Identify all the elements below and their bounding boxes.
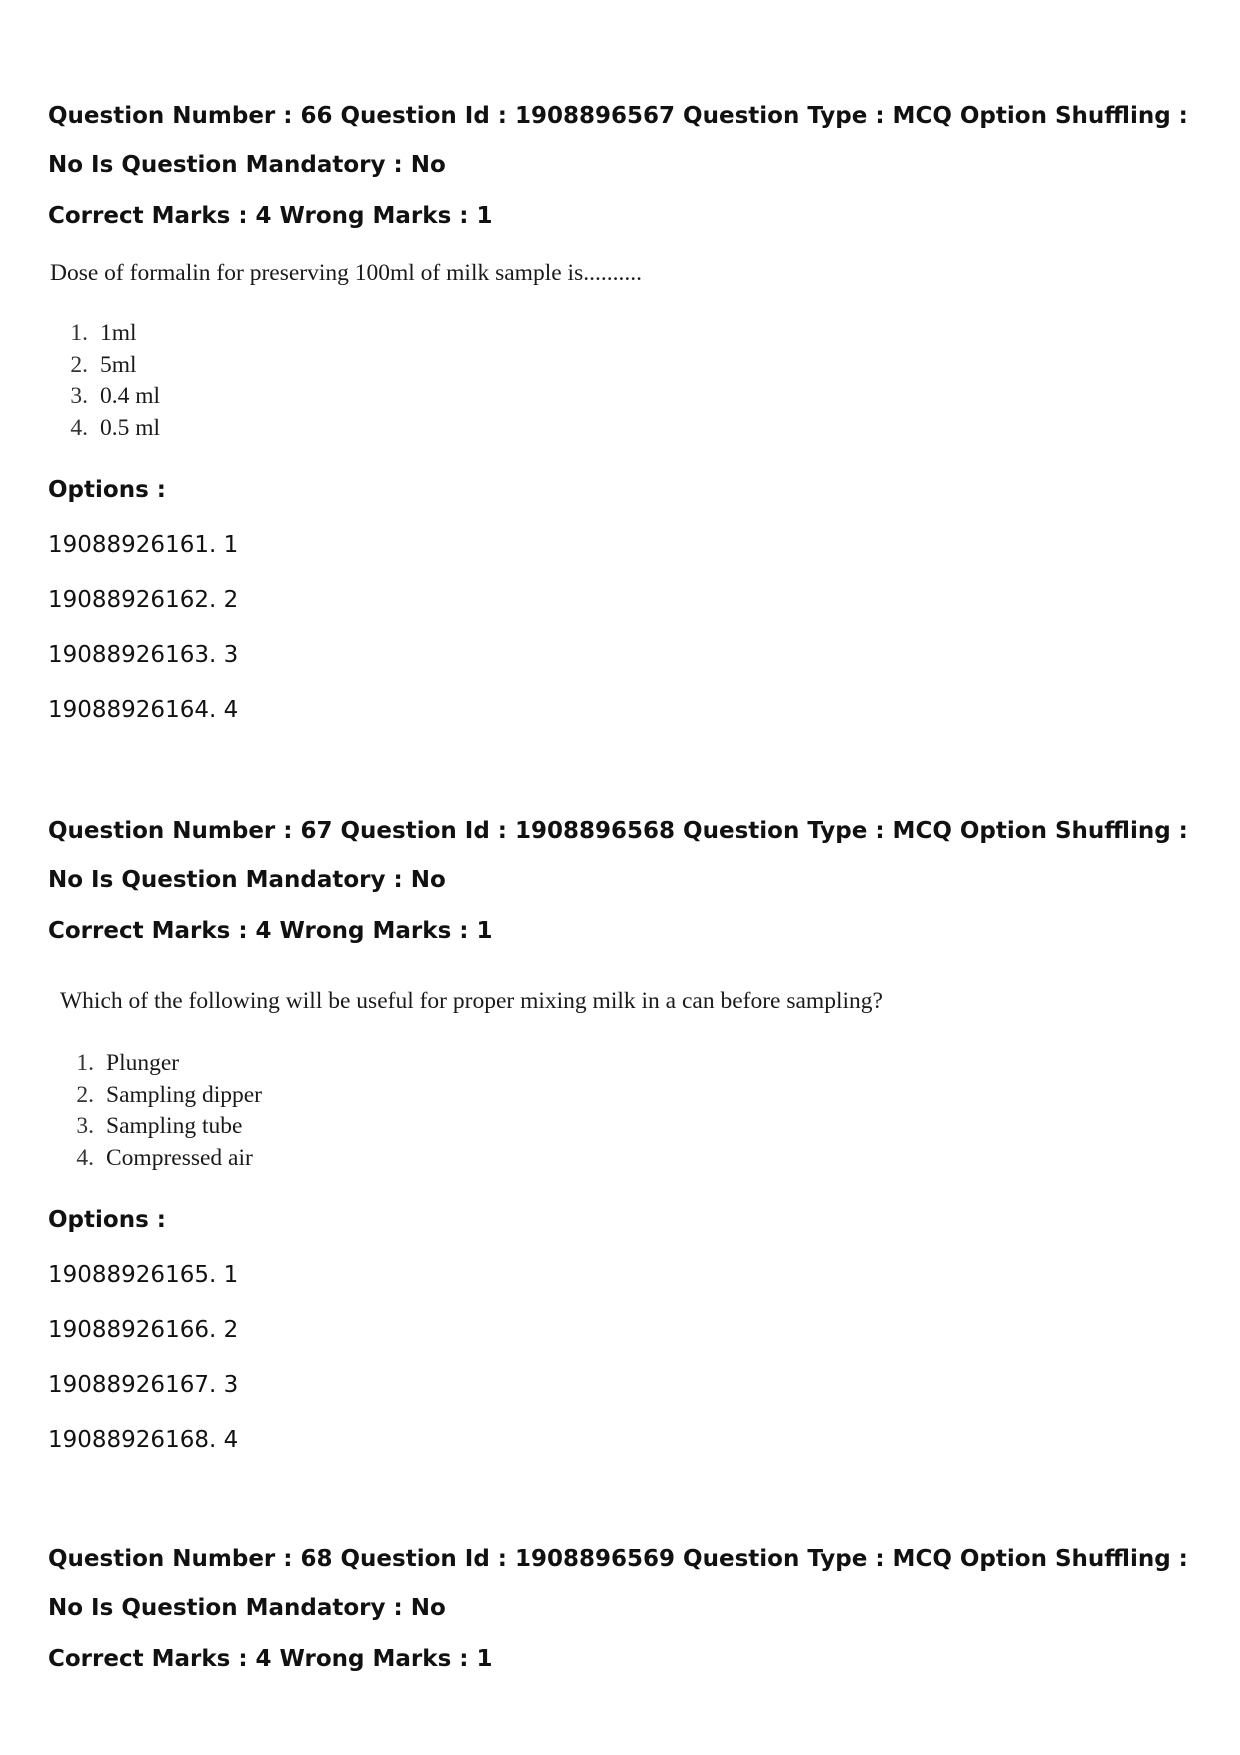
option-item: 19088926168. 4 — [48, 1427, 239, 1453]
choice-item: 1. 1ml — [70, 320, 137, 346]
options-list — [48, 1260, 1208, 1480]
question-marks: Correct Marks : 4 Wrong Marks : 1 — [48, 918, 493, 944]
option-item: 19088926167. 3 — [48, 1372, 239, 1398]
question-header: Question Number : 66 Question Id : 1908896567 Question Type : MCQ Option Shuffling : No Is Question Mandatory : No — [48, 103, 1188, 178]
choice-item: 2. 5ml — [70, 351, 137, 378]
options-section — [48, 1205, 1208, 1235]
options-section — [48, 475, 1208, 505]
question-marks: Correct Marks : 4 Wrong Marks : 1 — [48, 1646, 493, 1672]
option-item: 19088926164. 4 — [48, 697, 239, 723]
choice-item: 4. 0.5 ml — [70, 414, 161, 441]
options-label: Options : — [48, 477, 166, 503]
question-67 — [48, 807, 1208, 946]
options-list — [48, 530, 1208, 750]
choice-list — [52, 318, 160, 444]
choice-item: 3. 0.4 ml — [70, 383, 161, 409]
option-item: 19088926161. 1 — [48, 532, 239, 558]
choice-item: 1. Plunger — [76, 1050, 180, 1076]
question-header: Question Number : 68 Question Id : 1908896569 Question Type : MCQ Option Shuffling : No Is Question Mandatory : No — [48, 1546, 1188, 1621]
choice-list — [58, 1048, 262, 1174]
choice-item: 2. Sampling dipper — [76, 1081, 262, 1108]
choice-item: 3. Sampling tube — [76, 1113, 243, 1139]
choice-item: 4. Compressed air — [76, 1144, 253, 1171]
options-label: Options : — [48, 1207, 166, 1233]
option-item: 19088926162. 2 — [48, 587, 239, 613]
option-item: 19088926165. 1 — [48, 1262, 239, 1288]
question-header: Question Number : 67 Question Id : 1908896568 Question Type : MCQ Option Shuffling : No Is Question Mandatory : No — [48, 818, 1188, 893]
question-stem: Dose of formalin for preserving 100ml of milk sample is.......... — [50, 260, 642, 286]
question-marks: Correct Marks : 4 Wrong Marks : 1 — [48, 203, 493, 229]
option-item: 19088926163. 3 — [48, 642, 239, 668]
question-stem: Which of the following will be useful for proper mixing milk in a can before sampling? — [60, 988, 883, 1014]
question-68 — [48, 1535, 1208, 1674]
option-item: 19088926166. 2 — [48, 1317, 239, 1343]
question-66 — [48, 92, 1208, 231]
